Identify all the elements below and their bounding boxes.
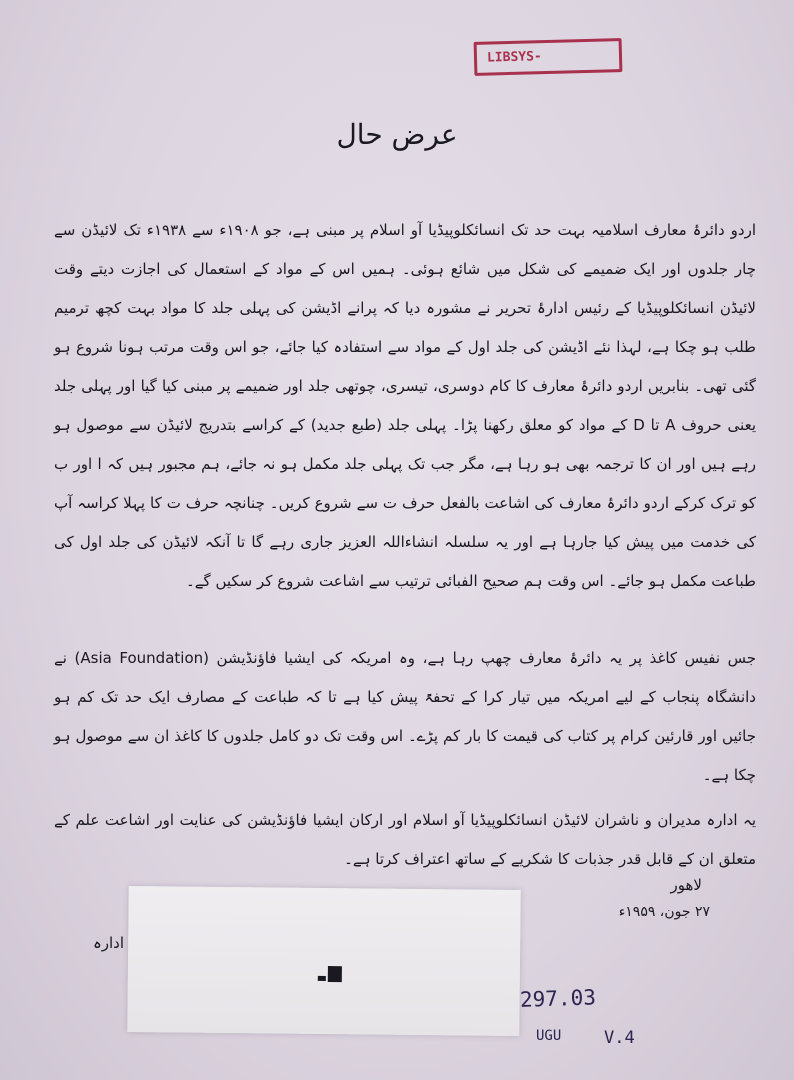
closing-place: لاھور [670,876,702,894]
page-title: عرض حال [336,118,458,151]
handwritten-call-suffix: UGU [536,1028,562,1044]
closing-date: ۲۷ جون، ۱۹۵۹ء [618,904,710,920]
paragraph-paper: جس نفیس کاغذ پر یہ دائرۂ معارف چھپ رہا ہے، وہ امریکہ کی ایشیا فاؤنڈیشن (Asia Foundation) نے دانشگاہ پنجاب کے لیے امریکہ میں تیار کرا کے تحفۃً پیش کیا ہے تا کہ طباعت کے مصارف ایک حد تک کم ہو جائیں اور قارئین کرام پر کتاب کی قیمت کا بار کم پڑے۔ اس وقت تک دو کامل جلدوں کا کاغذ ان سے موصول ہو چکا ہے۔ [54,649,756,784]
paragraph-intro: اردو دائرۂ معارف اسلامیہ بہت حد تک انسائکلوپیڈیا آو اسلام پر مبنی ہے، جو ۱۹۰۸ء سے ۱۹۳۸ء تک لائیڈن سے چار جلدوں اور ایک ضمیمے کی شکل میں شائع ہوئی۔ ہمیں اس کے مواد کے استعمال کی اجازت دیتے وقت لائیڈن انسائکلوپیڈیا کے رئیس ادارۂ تحریر نے مشورہ دیا کہ پرانے اڈیشن کی پہلی جلد کا مواد بہت کچھ ترمیم طلب ہو چکا ہے، لہذا نئے اڈیشن کی جلد اول کے مواد سے استفادہ کیا جائے، جو اس وقت مرتب ہونا شروع ہو گئی تھی۔ بنابریں اردو دائرۂ معارف کا کام دوسری، تیسری، چوتھی جلد اور ضمیمے پر مبنی کیا گیا اور پہلی جلد یعنی حروف A تا D کے مواد کو معلق رکھنا پڑا۔ پہلی جلد (طبع جدید) کے کراسے بتدریج لائیڈن سے موصول ہو رہے ہیں اور ان کا ترجمہ بھی ہو رہا ہے، مگر جب تک پہلی جلد مکمل ہو نہ جائے، ہم مجبور ہیں کہ ا اور ب کو ترک کرکے اردو دائرۂ معارف کی اشاعت بالفعل حرف ت سے شروع کریں۔ چنانچہ حرف ت کا پہلا کراسہ آپ کی خدمت میں پیش کیا جارہا ہے اور یہ سلسلہ انشاءاللہ العزیز جاری رہے گا تا آنکہ لائیڈن کی جلد اول کی طباعت مکمل ہو جائے۔ اس وقت ہم صحیح الفبائی ترتیب سے اشاعت شروع کر سکیں گے۔ [54,221,756,590]
libsys-stamp [474,38,623,76]
stamp-label: LIBSYS- [486,49,542,66]
patch-mark [328,966,342,982]
paragraph-thanks: یہ ادارہ مدیران و ناشران لائیڈن انسائکلوپیڈیا آو اسلام اور ارکان ایشیا فاؤنڈیشن کی عنایت اور اشاعت علم کے متعلق ان کے قابل قدر جذبات کا شکریے کے ساتھ اعتراف کرتا ہے۔ [54,811,756,868]
pasted-label-patch [127,886,521,1036]
handwritten-volume: V.4 [604,1028,635,1048]
closing-signature: ادارہ [92,934,124,952]
handwritten-call-number: 297.03 [519,985,597,1012]
